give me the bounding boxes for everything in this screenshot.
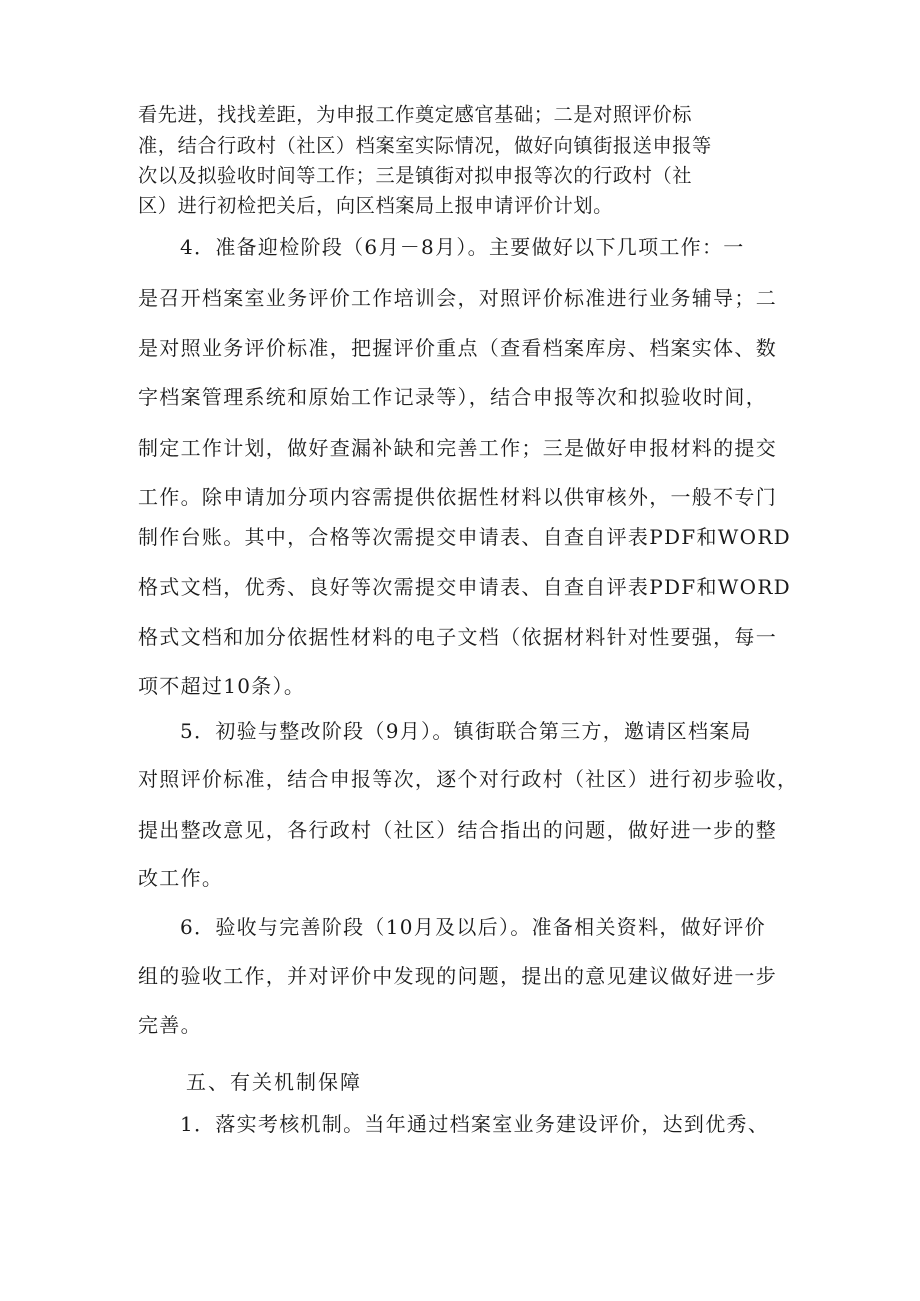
section-5-line: 对照评价标准，结合申报等次，逐个对行政村（社区）进行初步验收， [138, 767, 799, 791]
section-4-line: 格式文档和加分依据性材料的电子文档（依据材料针对性要强，每一 [138, 625, 777, 649]
item-1-line: 1．落实考核机制。当年通过档案室业务建设评价，达到优秀、 [180, 1112, 770, 1136]
section-4-line: 字档案管理系统和原始工作记录等），结合申报等次和拟验收时间， [138, 385, 767, 409]
section-4-line: 制作台账。其中，合格等次需提交申请表、自查自评表PDF和WORD [138, 525, 792, 549]
section-4-line: 项不超过10条）。 [138, 674, 306, 698]
section-4-line: 是对照业务评价标准，把握评价重点（查看档案库房、档案实体、数 [138, 336, 777, 360]
section-5-line: 改工作。 [138, 866, 224, 890]
section-4-line: 是召开档案室业务评价工作培训会，对照评价标准进行业务辅导；二 [138, 286, 777, 310]
section-5-line: 提出整改意见，各行政村（社区）结合指出的问题，做好进一步的整 [138, 818, 777, 842]
section-4-line: 制定工作计划，做好查漏补缺和完善工作；三是做好申报材料的提交 [138, 436, 777, 460]
intro-line: 准，结合行政村（社区）档案室实际情况，做好向镇街报送申报等 [138, 134, 712, 157]
section-6-line: 6．验收与完善阶段（10月及以后）。准备相关资料，做好评价 [180, 915, 766, 939]
section-heading: 五、有关机制保障 [186, 1070, 362, 1094]
section-4-line: 工作。除申请加分项内容需提供依据性材料以供审核外，一般不专门 [138, 485, 777, 509]
section-6-line: 完善。 [138, 1013, 202, 1037]
section-6-line: 组的验收工作，并对评价中发现的问题，提出的意见建议做好进一步 [138, 964, 777, 988]
section-4-line: 4．准备迎检阶段（6月－8月）。主要做好以下几项工作：一 [180, 235, 745, 259]
intro-line: 区）进行初检把关后，向区档案局上报申请评价计划。 [138, 194, 613, 217]
section-4-line: 格式文档，优秀、良好等次需提交申请表、自查自评表PDF和WORD [138, 575, 792, 599]
intro-line: 看先进，找找差距，为申报工作奠定感官基础；二是对照评价标 [138, 103, 693, 126]
section-5-line: 5．初验与整改阶段（9月）。镇街联合第三方，邀请区档案局 [180, 719, 752, 743]
intro-line: 次以及拟验收时间等工作；三是镇街对拟申报等次的行政村（社 [138, 164, 693, 187]
